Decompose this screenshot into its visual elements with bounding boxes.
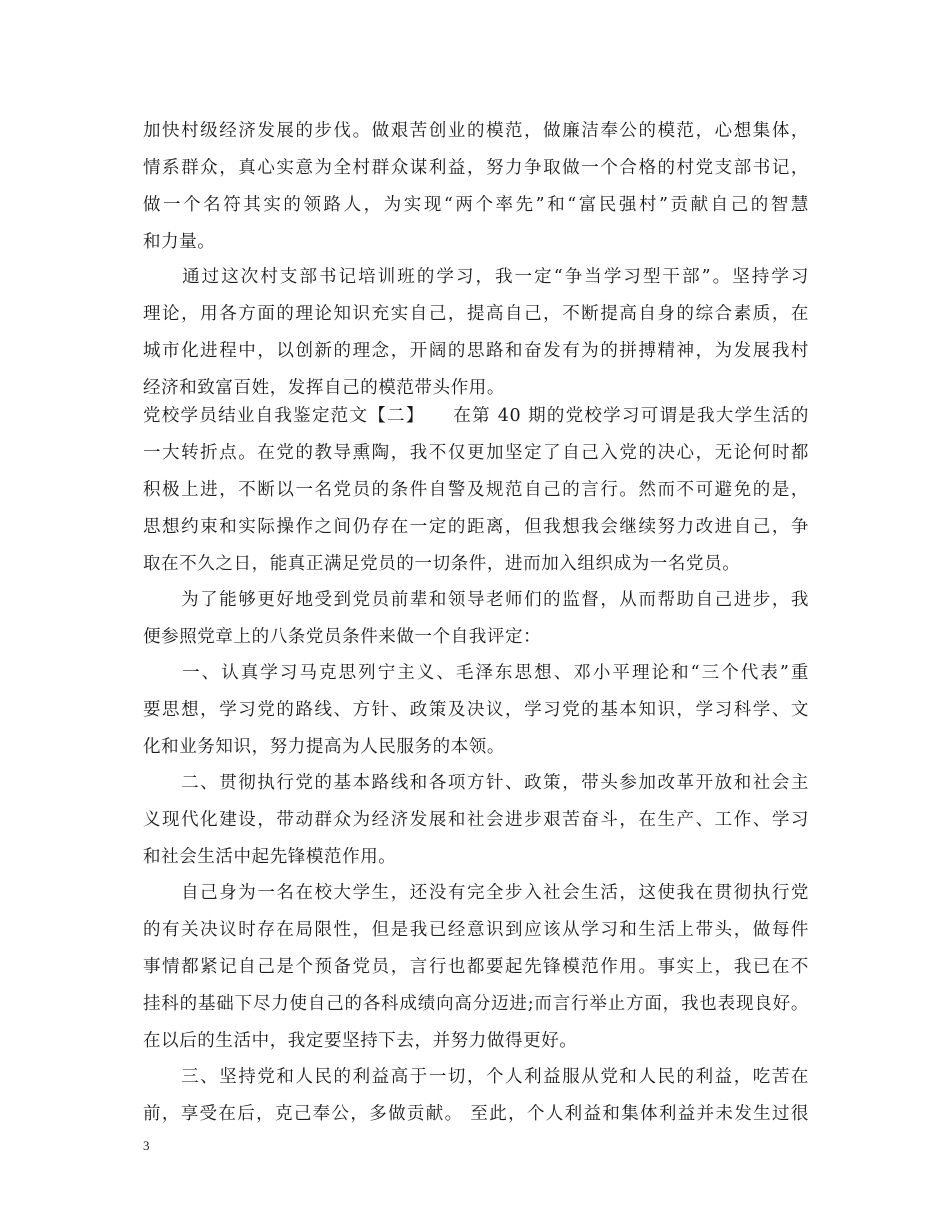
body-text-line: 思想约束和实际操作之间仍存在一定的距离，但我想我会继续努力改进自己，争 [143,517,809,537]
body-text-line: 的有关决议时存在局限性，但是我已经意识到应该从学习和生活上带头，做每件 [143,920,809,940]
body-text-line: 一、认真学习马克思列宁主义、毛泽东思想、邓小平理论和“三个代表”重 [143,663,809,683]
section-heading-line: 党校学员结业自我鉴定范文【二】 在第 40 期的党校学习可谓是我大学生活的 [143,406,809,426]
body-text-line: 加快村级经济发展的步伐。做艰苦创业的模范，做廉洁奉公的模范，心想集体， [143,121,809,141]
body-text-line: 为了能够更好地受到党员前辈和领导老师们的监督，从而帮助自己进步，我 [143,590,809,610]
body-text-line: 理论，用各方面的理论知识充实自己，提高自己，不断提高自身的综合素质，在 [143,304,809,324]
body-text-line: 三、坚持党和人民的利益高于一切，个人利益服从党和人民的利益，吃苦在 [143,1067,809,1087]
body-text-line: 在以后的生活中，我定要坚持下去，并努力做得更好。 [143,1031,578,1051]
body-text-line: 事情都紧记自己是个预备党员，言行也都要起先锋模范作用。事实上，我已在不 [143,957,809,977]
body-text-line: 前，享受在后，克己奉公，多做贡献。 至此，个人利益和集体利益并未发生过很 [143,1104,809,1124]
body-text-line: 和社会生活中起先锋模范作用。 [143,847,397,867]
body-text-line: 积极上进，不断以一名党员的条件自警及规范自己的言行。然而不可避免的是， [143,480,809,500]
body-text-line: 经济和致富百姓，发挥自己的模范带头作用。 [143,378,505,398]
body-text-line: 义现代化建设，带动群众为经济发展和社会进步艰苦奋斗，在生产、工作、学习 [143,810,809,830]
body-text-line: 做一个名符其实的领路人，为实现“两个率先”和“富民强村”贡献自己的智慧 [143,195,809,215]
page-number: 3 [143,1138,150,1153]
body-text-line: 二、贯彻执行党的基本路线和各项方针、政策，带头参加改革开放和社会主 [143,773,809,793]
body-text-line: 和力量。 [143,232,216,252]
body-text-line: 情系群众，真心实意为全村群众谋利益，努力争取做一个合格的村党支部书记， [143,158,809,178]
body-text-line: 自己身为一名在校大学生，还没有完全步入社会生活，这使我在贯彻执行党 [143,883,809,903]
body-text-line: 取在不久之日，能真正满足党员的一切条件，进而加入组织成为一名党员。 [143,554,741,574]
body-text-line: 要思想，学习党的路线、方针、政策及决议，学习党的基本知识，学习科学、文 [143,700,809,720]
body-text-line: 化和业务知识，努力提高为人民服务的本领。 [143,737,505,757]
body-text-line: 挂科的基础下尽力使自己的各科成绩向高分迈进;而言行举止方面，我也表现良好。 [143,994,809,1014]
body-text-line: 一大转折点。在党的教导熏陶，我不仅更加坚定了自己入党的决心，无论何时都 [143,443,809,463]
body-text-line: 便参照党章上的八条党员条件来做一个自我评定： [143,627,542,647]
body-text-line: 通过这次村支部书记培训班的学习，我一定“争当学习型干部”。坚持学习 [143,267,809,287]
body-text-line: 城市化进程中，以创新的理念，开阔的思路和奋发有为的拼搏精神，为发展我村 [143,341,809,361]
